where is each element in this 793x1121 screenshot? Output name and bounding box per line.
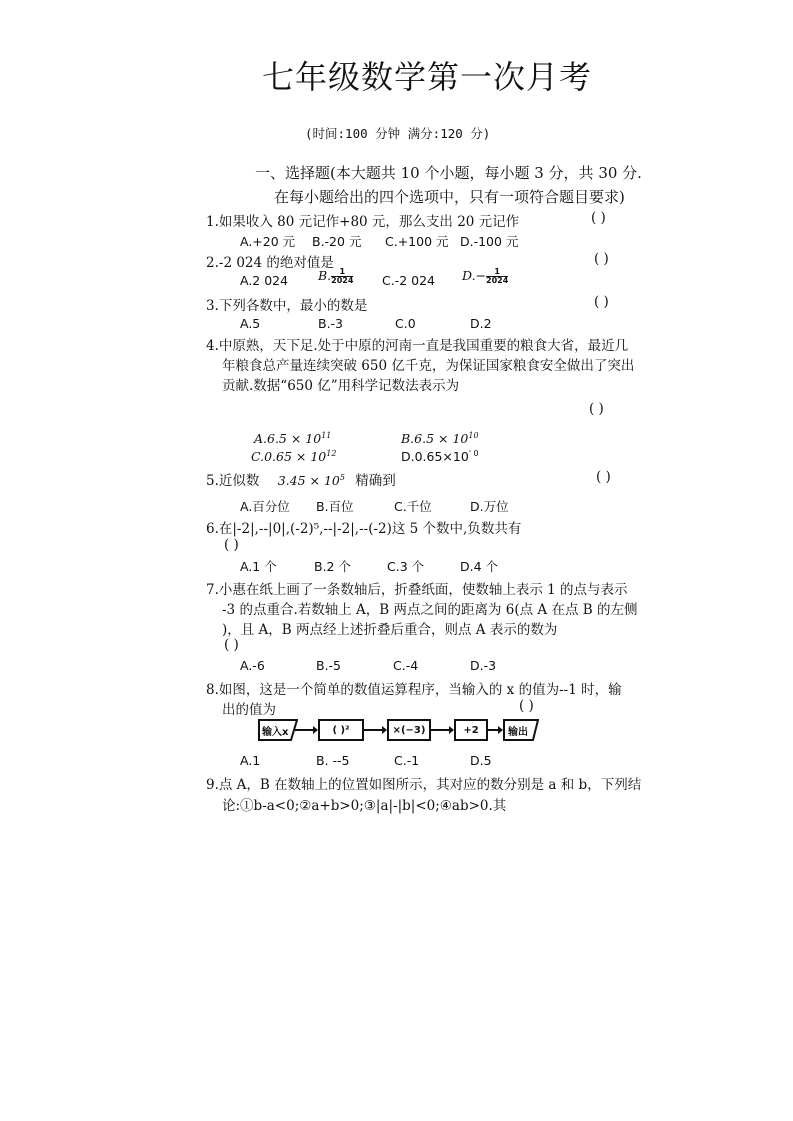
question-2-option-b-fraction	[331, 268, 353, 285]
question-1-answer-paren: ( )	[591, 210, 606, 226]
question-6-option-b: B.2 个	[314, 559, 351, 574]
question-2-option-b-label: B.	[318, 268, 332, 283]
option-exponent: 10	[468, 431, 479, 440]
question-4-option-c	[251, 449, 336, 464]
section-heading-line2: 在每小题给出的四个选项中，只有一项符合题目要求)	[274, 188, 625, 206]
question-5-option-a: A.百分位	[240, 499, 290, 514]
program-flowchart	[258, 719, 540, 745]
question-3-option-c: C.0	[395, 316, 416, 331]
number-exponent: 5	[339, 472, 345, 482]
question-8-option-d: D.5	[470, 753, 492, 768]
question-8-option-a: A.1	[240, 753, 261, 768]
square-step-box: ( )²	[318, 719, 364, 741]
question-6-option-a: A.1 个	[240, 559, 277, 574]
page-title: 七年级数学第一次月考	[262, 58, 593, 96]
option-text: B.6.5 × 10	[401, 431, 469, 447]
question-6-text: 6.在|-2|,--|0|,(-2)⁵,--|-2|,--(-2)这 5 个数中,负数共有	[206, 521, 522, 537]
question-8-line-1: 8.如图，这是一个简单的数值运算程序，当输入的 x 的值为--1 时，输	[206, 682, 622, 698]
question-2-option-d	[462, 268, 508, 285]
exam-info: (时间:100 分钟 满分:120 分)	[305, 126, 491, 141]
option-text: A.6.5 × 10	[254, 431, 322, 447]
question-7-line-1: 7.小惠在纸上画了一条数轴后，折叠纸面，使数轴上表示 1 的点与表示	[206, 582, 628, 598]
question-9-line-1: 9.点 A，B 在数轴上的位置如图所示，其对应的数分别是 a 和 b，下列结	[206, 777, 642, 793]
question-1-option-c: C.+100 元	[385, 234, 449, 249]
question-7-option-d: D.-3	[470, 658, 497, 673]
question-7-option-c: C.-4	[393, 658, 419, 673]
fraction-numerator: 1	[494, 267, 500, 276]
question-3-option-a: A.5	[240, 316, 261, 331]
section-heading-line1: 一、选择题(本大题共 10 个小题，每小题 3 分，共 30 分.	[255, 164, 642, 182]
question-6-option-d: D.4 个	[460, 559, 499, 574]
question-1-option-d: D.-100 元	[460, 234, 519, 249]
question-7-answer-paren: ( )	[224, 637, 239, 653]
flow-arrow	[431, 729, 453, 731]
question-3-text: 3.下列各数中，最小的数是	[206, 298, 368, 314]
option-exponent: ' 0	[468, 449, 479, 458]
question-8-line-2: 出的值为	[222, 702, 276, 718]
question-3-answer-paren: ( )	[594, 294, 609, 310]
question-2-option-d-fraction	[486, 268, 508, 285]
question-4-answer-paren: ( )	[589, 401, 604, 417]
question-3-option-b: B.-3	[318, 316, 344, 331]
question-8-option-c: C.-1	[394, 753, 420, 768]
option-text: D.0.65×10	[401, 449, 469, 465]
flow-arrow	[488, 729, 502, 731]
input-label: 输入x	[262, 727, 289, 738]
fraction-denominator: 2024	[486, 276, 509, 285]
flow-arrow	[295, 729, 317, 731]
option-exponent: 12	[326, 449, 337, 458]
question-5-text	[206, 469, 396, 489]
question-8-option-b: B. --5	[316, 753, 350, 768]
question-7-option-a: A.-6	[240, 658, 265, 673]
question-8-answer-paren: ( )	[519, 698, 534, 714]
question-4-line-3: 贡献.数据“650 亿”用科学记数法表示为	[222, 378, 460, 394]
option-exponent: 11	[321, 431, 332, 440]
question-2-option-a: A.2 024	[240, 273, 289, 288]
question-2-option-d-label: D.−	[462, 268, 487, 283]
option-text: C.0.65 × 10	[251, 449, 327, 465]
multiply-step-box: ×(−3)	[387, 719, 431, 741]
question-5-option-b: B.百位	[316, 499, 354, 514]
question-1-option-a: A.+20 元	[240, 234, 296, 249]
question-5-option-d: D.万位	[470, 499, 509, 514]
question-4-option-b	[401, 431, 479, 446]
question-6-option-c: C.3 个	[387, 559, 425, 574]
question-4-option-a	[254, 431, 331, 446]
question-2-answer-paren: ( )	[594, 251, 609, 267]
question-5-tail: 精确到	[355, 473, 396, 489]
question-1-text: 1.如果收入 80 元记作+80 元，那么支出 20 元记作	[206, 214, 520, 230]
question-5-number	[278, 473, 345, 488]
question-4-option-d	[401, 449, 479, 464]
question-5-option-c: C.千位	[394, 499, 432, 514]
flow-arrow	[364, 729, 386, 731]
question-2-text: 2.-2 024 的绝对值是	[206, 255, 334, 271]
output-label: 输出	[508, 727, 528, 738]
question-2-option-c: C.-2 024	[382, 273, 435, 288]
question-9-line-2: 论:①b-a<0;②a+b>0;③|a|-|b|<0;④ab>0.其	[222, 798, 507, 814]
question-7-line-2: -3 的点重合.若数轴上 A，B 两点之间的距离为 6(点 A 在点 B 的左侧	[222, 602, 638, 618]
question-1-option-b: B.-20 元	[312, 234, 362, 249]
question-7-line-3: )，且 A，B 两点经上述折叠后重合，则点 A 表示的数为	[222, 622, 558, 638]
fraction-denominator: 2024	[331, 276, 354, 285]
fraction-numerator: 1	[339, 267, 346, 276]
question-7-option-b: B.-5	[316, 658, 342, 673]
question-5-answer-paren: ( )	[596, 469, 611, 485]
question-4-line-1: 4.中原熟，天下足.处于中原的河南一直是我国重要的粮食大省，最近几	[206, 338, 629, 354]
question-5-lead: 5.近似数	[206, 473, 260, 489]
number-base: 3.45 × 10	[277, 473, 340, 488]
question-2-option-b	[318, 268, 353, 285]
question-3-option-d: D.2	[470, 316, 492, 331]
question-4-line-2: 年粮食总产量连续突破 650 亿千克，为保证国家粮食安全做出了突出	[222, 358, 635, 374]
question-6-answer-paren: ( )	[224, 537, 239, 553]
add-step-box: +2	[454, 719, 488, 741]
